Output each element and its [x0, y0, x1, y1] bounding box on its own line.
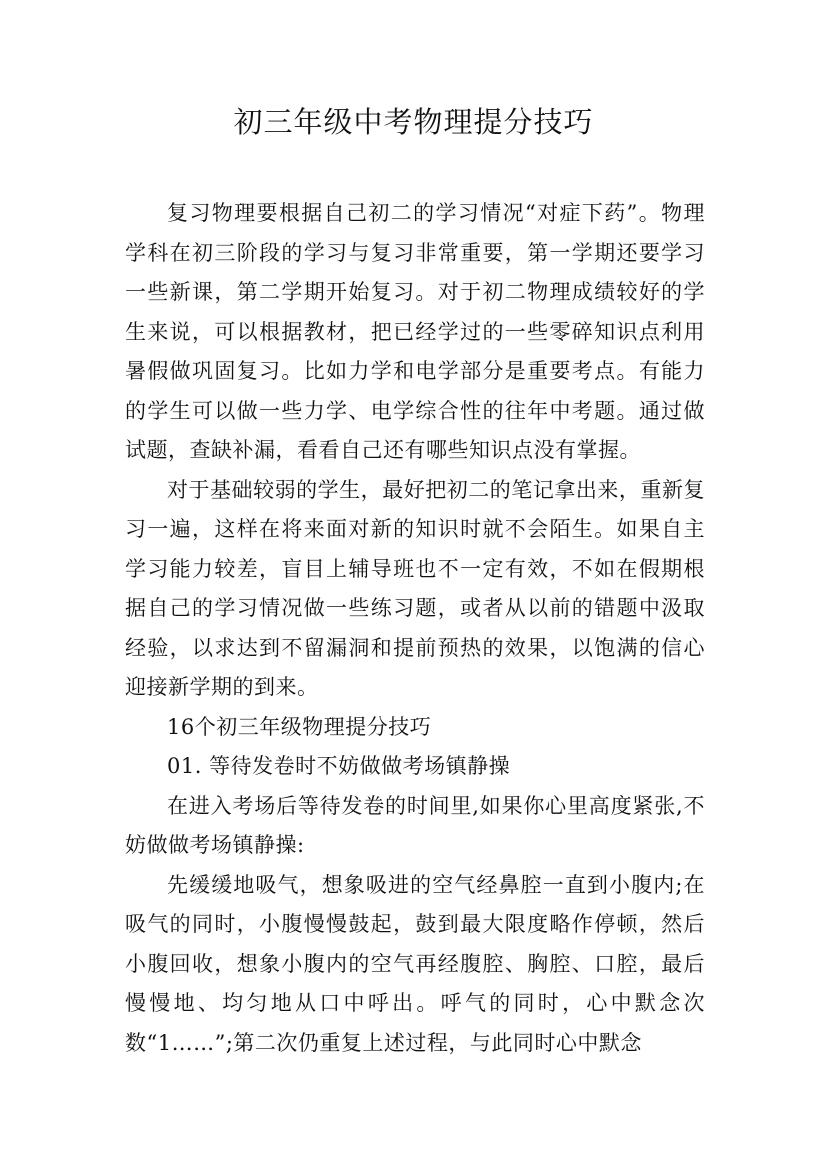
- section-heading-tips: 16个初三年级物理提分技巧: [167, 714, 432, 739]
- tip-heading-01: 01. 等待发卷时不妨做做考场镇静操: [167, 754, 511, 778]
- paragraph-review-advice: 复习物理要根据自己初二的学习情况“对症下药”。物理学科在初三阶段的学习与复习非常重要，第一学期还要学习一些新课，第二学期开始复习。对于初二物理成绩较好的学生来说，可以根据教材，把已经学过的一些零碎知识点利用暑假做巩固复习。比如力学和电学部分是重要考点。有能力的学生可以做一些力学、电学综合性的往年中考题。通过做试题，查缺补漏，看看自己还有哪些知识点没有掌握。: [125, 201, 705, 462]
- paragraph-weak-foundation: 对于基础较弱的学生，最好把初二的笔记拿出来，重新复习一遍，这样在将来面对新的知识时就不会陌生。如果自主学习能力较差，盲目上辅导班也不一定有效，不如在假期根据自己的学习情况做一些练习题，或者从以前的错题中汲取经验，以求达到不留漏洞和提前预热的效果，以饱满的信心迎接新学期的到来。: [125, 477, 705, 699]
- paragraph-exam-waiting: 在进入考场后等待发卷的时间里,如果你心里高度紧张,不妨做做考场镇静操:: [125, 793, 705, 857]
- document-title: 初三年级中考物理提分技巧: [233, 105, 594, 139]
- document-body: [125, 194, 705, 1063]
- paragraph-breathing-exercise: 先缓缓地吸气，想象吸进的空气经鼻腔一直到小腹内;在吸气的同时，小腹慢慢鼓起，鼓到最大限度略作停顿，然后小腹回收，想象小腹内的空气再经腹腔、胸腔、口腔，最后慢慢地、均匀地从口中呼出。呼气的同时，心中默念次数“1……”;第二次仍重复上述过程，与此同时心中默念: [125, 872, 705, 1055]
